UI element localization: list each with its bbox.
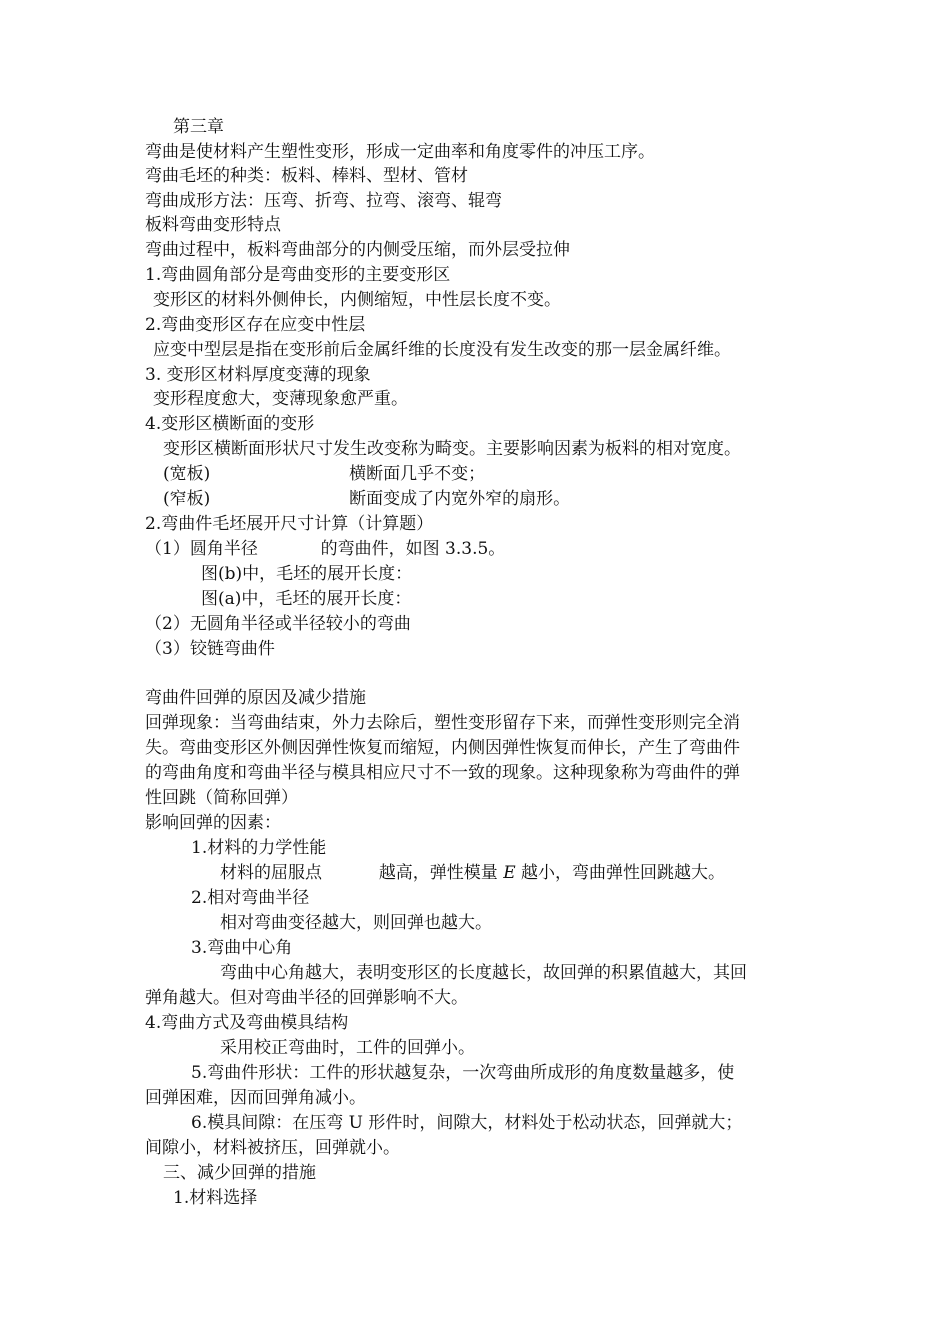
paragraph-line: 弯曲中心角越大，表明变形区的长度越长，故回弹的积累值越大，其回 [220,963,747,983]
numbered-heading: 3. 变形区材料厚度变薄的现象 [145,365,371,385]
paragraph-line: 弹角越大。但对弯曲半径的回弹影响不大。 [145,988,468,1008]
wide-plate-text: 横断面几乎不变； [349,464,486,484]
narrow-plate-label: (窄板) [163,489,211,509]
paragraph-line: 回弹现象：当弯曲结束，外力去除后，塑性变形留存下来，而弹性变形则完全消 [145,713,740,733]
paragraph-line: （3）铰链弯曲件 [145,639,275,659]
yield-text-a: 材料的屈服点 [220,863,322,883]
paragraph-line: 5.弯曲件形状：工件的形状越复杂，一次弯曲所成形的角度数量越多，使 [191,1063,735,1083]
section-heading: 三、减少回弹的措施 [163,1163,316,1183]
numbered-heading: 4.变形区横断面的变形 [145,414,315,434]
yield-text-c: 越小，弯曲弹性回跳越大。 [521,863,726,883]
radius-line [145,538,505,560]
wide-plate-label: (宽板) [163,464,211,484]
paragraph-line: 弯曲成形方法：压弯、折弯、拉弯、滚弯、辊弯 [145,191,502,211]
narrow-plate-text: 断面变成了内宽外窄的扇形。 [349,489,571,509]
wide-plate-line [163,463,485,485]
paragraph-line: 变形区横断面形状尺寸发生改变称为畸变。主要影响因素为板料的相对宽度。 [163,439,741,459]
numbered-heading: 1.弯曲圆角部分是弯曲变形的主要变形区 [145,265,451,285]
numbered-heading: 1.材料的力学性能 [191,838,327,858]
paragraph-line: 弯曲过程中，板料弯曲部分的内侧受压缩，而外层受拉伸 [145,240,570,260]
paragraph-line: （2）无圆角半径或半径较小的弯曲 [145,614,411,634]
numbered-heading: 3.弯曲中心角 [191,938,293,958]
paragraph-line: 弯曲是使材料产生塑性变形，形成一定曲率和角度零件的冲压工序。 [145,142,655,162]
numbered-heading: 2.弯曲件毛坯展开尺寸计算（计算题） [145,514,434,534]
paragraph-line: 应变中型层是指在变形前后金属纤维的长度没有发生改变的那一层金属纤维。 [153,340,731,360]
paragraph-line: 回弹困难，因而回弹角减小。 [145,1088,366,1108]
chapter-title: 第三章 [173,117,224,137]
paragraph-line: 相对弯曲变径越大，则回弹也越大。 [220,913,492,933]
radius-text-a: （1）圆角半径 [145,539,258,559]
paragraph-line: 图(b)中，毛坯的展开长度： [201,564,413,584]
numbered-heading: 1.材料选择 [173,1188,258,1208]
yield-line [220,862,725,884]
paragraph-line: 6.模具间隙：在压弯 U 形件时，间隙大，材料处于松动状态，回弹就大； [191,1113,743,1133]
paragraph-line: 影响回弹的因素： [145,813,281,833]
paragraph-line: 采用校正弯曲时，工件的回弹小。 [220,1038,475,1058]
radius-text-b: 的弯曲件，如图 3.3.5。 [320,539,506,559]
numbered-heading: 2.相对弯曲半径 [191,888,310,908]
numbered-heading: 2.弯曲变形区存在应变中性层 [145,315,366,335]
paragraph-line: 性回跳（简称回弹） [145,788,298,808]
section-heading: 弯曲件回弹的原因及减少措施 [145,688,366,708]
narrow-plate-line [163,488,570,510]
paragraph-line: 图(a)中，毛坯的展开长度： [201,589,412,609]
paragraph-line: 失。弯曲变形区外侧因弹性恢复而缩短，内侧因弹性恢复而伸长，产生了弯曲件 [145,738,740,758]
paragraph-line: 间隙小，材料被挤压，回弹就小。 [145,1138,400,1158]
section-heading: 板料弯曲变形特点 [145,215,281,235]
yield-text-b: 越高，弹性模量 [378,863,498,883]
paragraph-line: 变形区的材料外侧伸长，内侧缩短，中性层长度不变。 [153,290,561,310]
paragraph-line: 的弯曲角度和弯曲半径与模具相应尺寸不一致的现象。这种现象称为弯曲件的弹 [145,763,740,783]
modulus-symbol: E [503,863,516,883]
paragraph-line: 弯曲毛坯的种类：板料、棒料、型材、管材 [145,166,468,186]
numbered-heading: 4.弯曲方式及弯曲模具结构 [145,1013,349,1033]
paragraph-line: 变形程度愈大，变薄现象愈严重。 [153,389,408,409]
